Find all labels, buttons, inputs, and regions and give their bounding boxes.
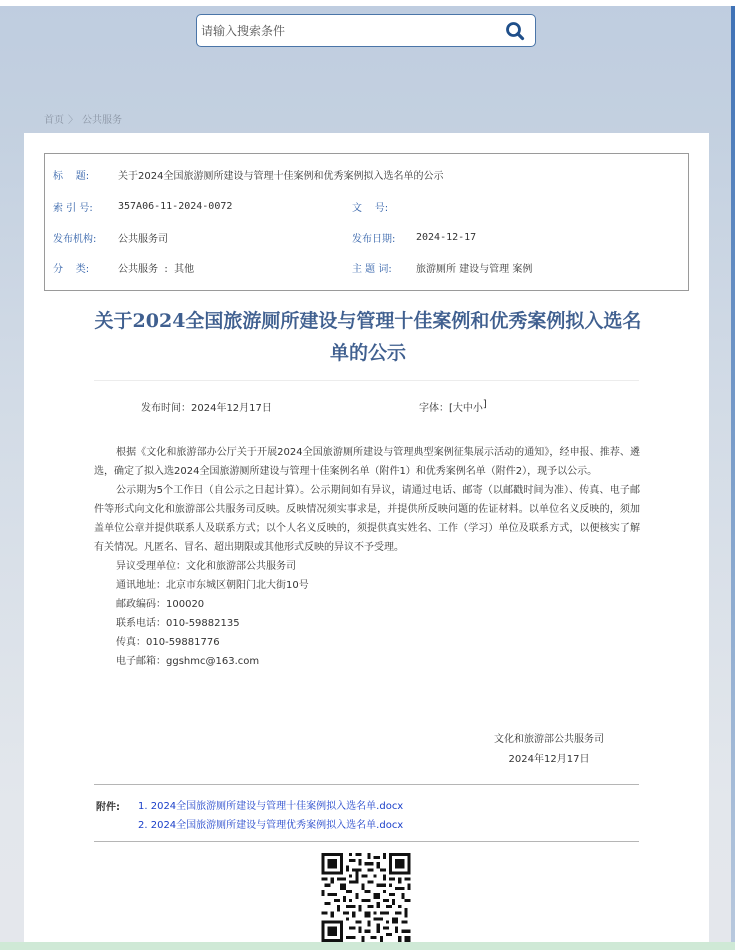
signature-block <box>494 730 604 770</box>
qr-code-icon <box>321 853 411 942</box>
paragraph: 公示期为5个工作日（自公示之日起计算）。公示期间如有异议，请通过电话、邮寄（以邮戳时间为准）、传真、电子邮件等形式向文化和旅游部公共服务司反映。反映情况须实事求是，并提供所反映问题的佐证材料。以单位名义反映的，须加盖单位公章并提供联系人及联系方式；以个人名义反映的，须提供真实姓名、工作（学习）单位及联系方式，以便核实了解有关情况。凡匿名、冒名、超出期限或其他形式反映的异议不予受理。 <box>94 485 640 553</box>
window-edge <box>731 6 735 950</box>
font-size-close: ] <box>482 399 487 410</box>
search-icon <box>505 21 525 41</box>
search-input[interactable] <box>197 15 495 46</box>
font-size-medium[interactable]: 中 <box>462 403 473 414</box>
attachment-link-1[interactable]: 1. 2024全国旅游厕所建设与管理十佳案例拟入选名单.docx <box>138 801 404 812</box>
meta-category-value: 公共服务 : 其他 <box>118 263 195 275</box>
breadcrumb-home[interactable]: 首页 <box>44 115 64 126</box>
meta-issuer-value: 公共服务司 <box>118 233 168 245</box>
contact-fax: 传真：010-59881776 <box>116 637 220 648</box>
signature-org: 文化和旅游部公共服务司 <box>494 734 604 745</box>
contact-phone: 联系电话：010-59882135 <box>116 618 240 629</box>
publish-time: 发布时间：2024年12月17日 <box>141 403 272 414</box>
meta-row-category <box>45 257 688 277</box>
breadcrumb <box>44 111 122 126</box>
contact-address: 通讯地址：北京市东城区朝阳门北大街10号 <box>116 580 309 591</box>
meta-row-title <box>45 164 688 184</box>
meta-date-label: 发布日期: <box>352 233 396 245</box>
article-title: 关于2024全国旅游厕所建设与管理十佳案例和优秀案例拟入选名单的公示 <box>94 310 642 364</box>
meta-date-value: 2024-12-17 <box>416 231 477 243</box>
title-divider <box>94 380 639 381</box>
attachments-list <box>138 797 403 835</box>
meta-docno-label: 文 号: <box>352 202 389 214</box>
contact-postcode: 邮政编码：100020 <box>116 599 205 610</box>
content-page <box>24 133 709 942</box>
contact-unit: 异议受理单位：文化和旅游部公共服务司 <box>116 561 296 572</box>
meta-row-index <box>45 196 688 216</box>
meta-keywords-label: 主 题 词: <box>352 263 392 275</box>
bottom-strip <box>0 942 735 950</box>
meta-index-label: 索 引 号: <box>53 202 93 214</box>
signature-date: 2024年12月17日 <box>508 754 590 765</box>
breadcrumb-separator: 〉 <box>68 115 78 126</box>
metadata-table <box>44 153 689 291</box>
attachments-divider-bottom <box>94 841 639 842</box>
contact-email: 电子邮箱：ggshmc@163.com <box>116 656 260 667</box>
font-size-control <box>419 399 487 414</box>
meta-title-value: 关于2024全国旅游厕所建设与管理十佳案例和优秀案例拟入选名单的公示 <box>118 170 444 182</box>
meta-title-label: 标 题: <box>53 170 90 182</box>
breadcrumb-current[interactable]: 公共服务 <box>82 115 122 126</box>
search-box <box>196 14 536 47</box>
meta-issuer-label: 发布机构: <box>53 233 97 245</box>
meta-index-value: 357A06-11-2024-0072 <box>118 200 233 212</box>
attachment-link-2[interactable]: 2. 2024全国旅游厕所建设与管理优秀案例拟入选名单.docx <box>138 820 404 831</box>
paragraph: 根据《文化和旅游部办公厅关于开展2024全国旅游厕所建设与管理典型案例征集展示活动的通知》，经申报、推荐、遴选，确定了拟入选2024全国旅游厕所建设与管理十佳案例名单（附件1）和优秀案例名单（附件2），现予以公示。 <box>94 447 640 477</box>
font-size-large[interactable]: 大 <box>452 403 463 414</box>
attachments-label: 附件: <box>96 802 120 813</box>
meta-category-label: 分 类: <box>53 263 90 275</box>
meta-keywords-value: 旅游厕所 建设与管理 案例 <box>416 263 533 275</box>
search-button[interactable] <box>495 15 535 46</box>
font-size-label: 字体：[ <box>419 403 453 414</box>
font-size-small[interactable]: 小 <box>472 403 483 414</box>
article-body <box>94 443 640 671</box>
top-strip <box>0 0 735 6</box>
meta-row-issuer <box>45 227 688 247</box>
attachments-divider-top <box>94 784 639 785</box>
